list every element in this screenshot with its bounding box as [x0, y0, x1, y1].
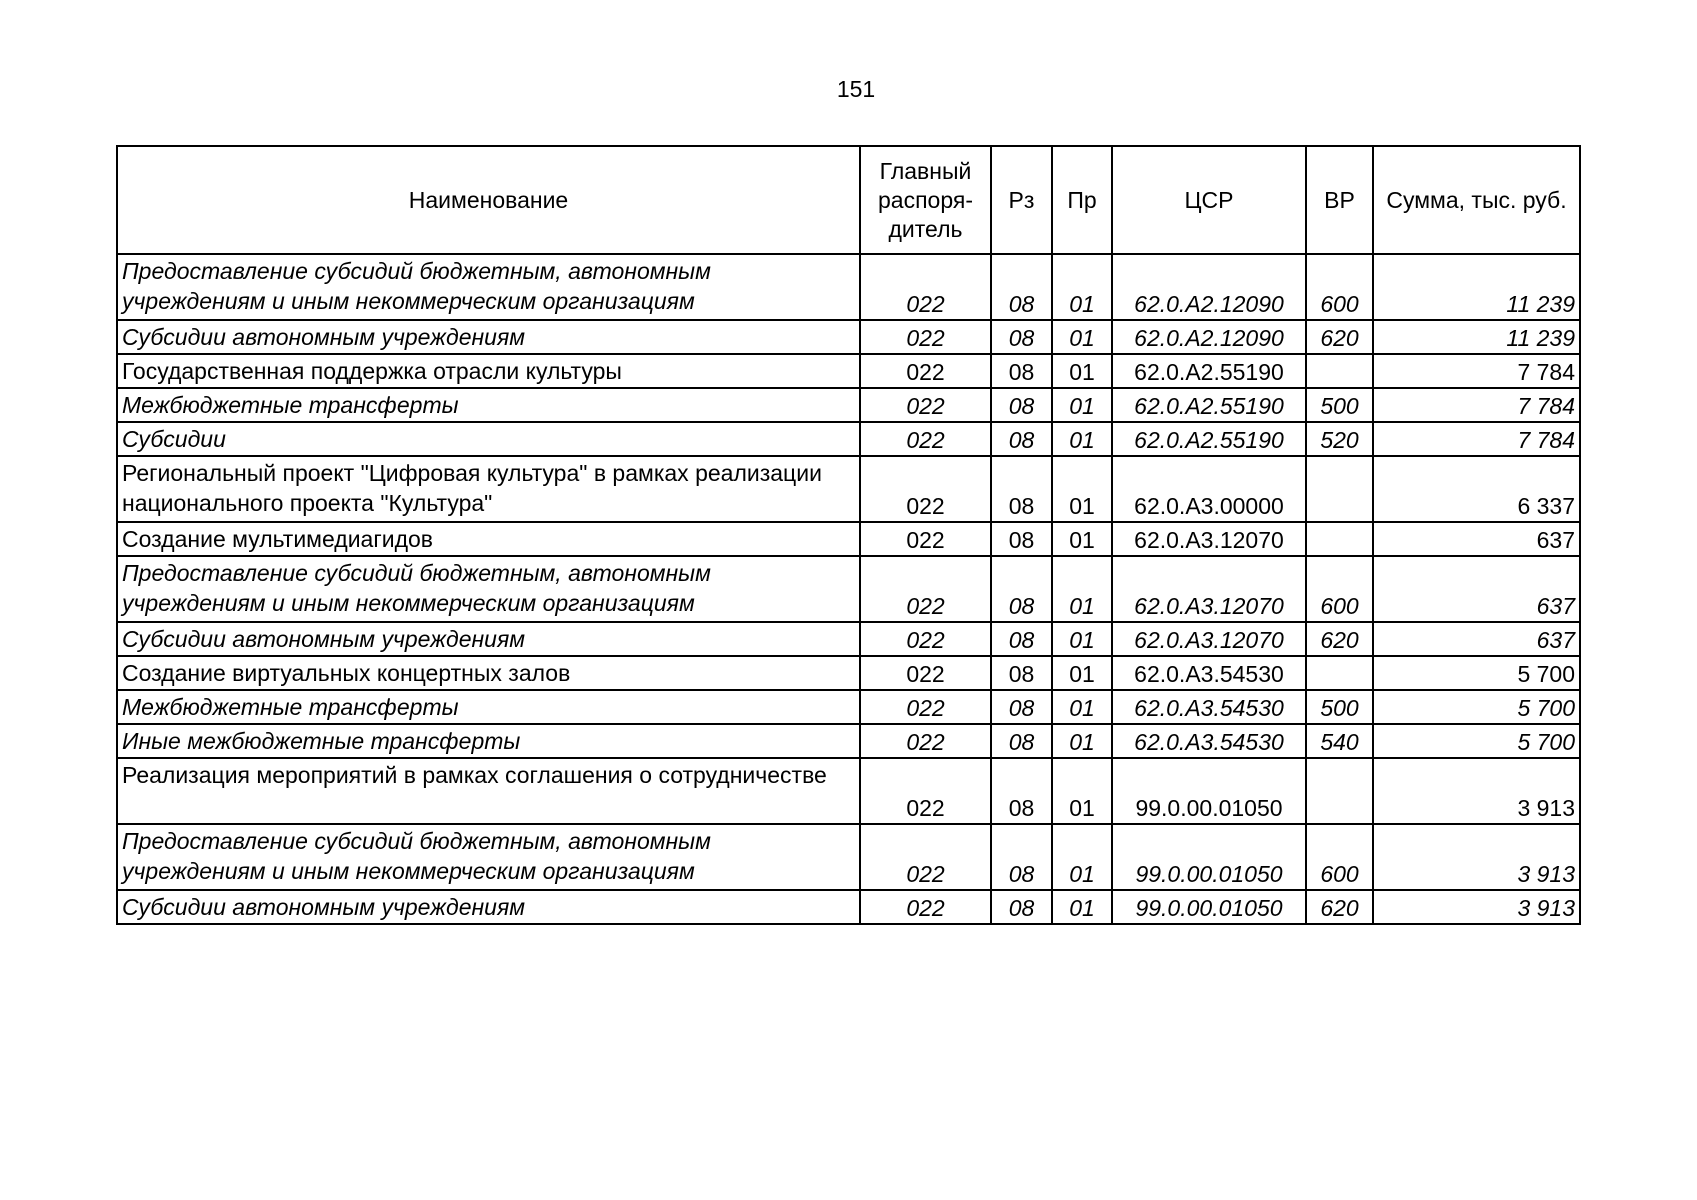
table-header-row — [117, 146, 1580, 254]
cell-section: 08 — [991, 522, 1052, 556]
cell-name: Предоставление субсидий бюджетным, автономным учреждениям и иным некоммерческим организациям — [117, 556, 860, 622]
page-number: 151 — [836, 76, 876, 102]
table-row — [117, 388, 1580, 422]
cell-amount: 3 913 — [1373, 758, 1580, 824]
cell-name: Иные межбюджетные трансферты — [117, 724, 860, 758]
cell-subsection: 01 — [1052, 758, 1112, 824]
cell-section: 08 — [991, 254, 1052, 320]
cell-amount: 7 784 — [1373, 422, 1580, 456]
cell-section: 08 — [991, 422, 1052, 456]
header-expense-type: ВР — [1306, 146, 1373, 254]
cell-target-article: 62.0.A3.12070 — [1112, 622, 1306, 656]
table-body — [117, 254, 1580, 924]
cell-expense-type: 500 — [1306, 690, 1373, 724]
cell-target-article: 62.0.A2.55190 — [1112, 354, 1306, 388]
cell-chief-manager: 022 — [860, 690, 991, 724]
cell-section: 08 — [991, 320, 1052, 354]
cell-expense-type: 500 — [1306, 388, 1373, 422]
cell-name: Создание виртуальных концертных залов — [117, 656, 860, 690]
cell-target-article: 62.0.A3.54530 — [1112, 656, 1306, 690]
cell-chief-manager: 022 — [860, 522, 991, 556]
table-row — [117, 556, 1580, 622]
table-row — [117, 622, 1580, 656]
cell-section: 08 — [991, 890, 1052, 924]
cell-amount: 11 239 — [1373, 254, 1580, 320]
cell-name: Субсидии автономным учреждениям — [117, 890, 860, 924]
cell-target-article: 62.0.A3.12070 — [1112, 522, 1306, 556]
cell-expense-type: 600 — [1306, 824, 1373, 890]
cell-name: Межбюджетные трансферты — [117, 388, 860, 422]
cell-subsection: 01 — [1052, 824, 1112, 890]
cell-chief-manager: 022 — [860, 724, 991, 758]
cell-section: 08 — [991, 690, 1052, 724]
cell-section: 08 — [991, 456, 1052, 522]
cell-chief-manager: 022 — [860, 354, 991, 388]
cell-chief-manager: 022 — [860, 254, 991, 320]
cell-amount: 637 — [1373, 522, 1580, 556]
cell-amount: 637 — [1373, 556, 1580, 622]
cell-name: Реализация мероприятий в рамках соглашения о сотрудничестве — [117, 758, 860, 824]
cell-amount: 637 — [1373, 622, 1580, 656]
cell-target-article: 62.0.A3.12070 — [1112, 556, 1306, 622]
cell-expense-type: 620 — [1306, 622, 1373, 656]
cell-target-article: 62.0.A2.12090 — [1112, 320, 1306, 354]
cell-target-article: 99.0.00.01050 — [1112, 758, 1306, 824]
cell-subsection: 01 — [1052, 456, 1112, 522]
cell-name: Создание мультимедиагидов — [117, 522, 860, 556]
cell-chief-manager: 022 — [860, 622, 991, 656]
cell-chief-manager: 022 — [860, 656, 991, 690]
cell-section: 08 — [991, 824, 1052, 890]
table-row — [117, 522, 1580, 556]
cell-name: Предоставление субсидий бюджетным, автономным учреждениям и иным некоммерческим организациям — [117, 254, 860, 320]
table-row — [117, 656, 1580, 690]
table-row — [117, 890, 1580, 924]
cell-amount: 3 913 — [1373, 890, 1580, 924]
cell-expense-type: 600 — [1306, 254, 1373, 320]
cell-section: 08 — [991, 758, 1052, 824]
cell-subsection: 01 — [1052, 388, 1112, 422]
cell-subsection: 01 — [1052, 656, 1112, 690]
cell-chief-manager: 022 — [860, 388, 991, 422]
cell-name: Предоставление субсидий бюджетным, автономным учреждениям и иным некоммерческим организациям — [117, 824, 860, 890]
cell-section: 08 — [991, 724, 1052, 758]
cell-name: Субсидии — [117, 422, 860, 456]
cell-subsection: 01 — [1052, 422, 1112, 456]
cell-chief-manager: 022 — [860, 422, 991, 456]
header-target-article: ЦСР — [1112, 146, 1306, 254]
cell-section: 08 — [991, 656, 1052, 690]
cell-amount: 3 913 — [1373, 824, 1580, 890]
cell-subsection: 01 — [1052, 254, 1112, 320]
cell-target-article: 99.0.00.01050 — [1112, 824, 1306, 890]
cell-amount: 11 239 — [1373, 320, 1580, 354]
table-row — [117, 254, 1580, 320]
cell-chief-manager: 022 — [860, 758, 991, 824]
cell-amount: 7 784 — [1373, 354, 1580, 388]
table-row — [117, 824, 1580, 890]
cell-subsection: 01 — [1052, 522, 1112, 556]
cell-subsection: 01 — [1052, 690, 1112, 724]
cell-target-article: 62.0.A3.00000 — [1112, 456, 1306, 522]
cell-expense-type: 620 — [1306, 890, 1373, 924]
cell-name: Субсидии автономным учреждениям — [117, 320, 860, 354]
cell-expense-type: 520 — [1306, 422, 1373, 456]
cell-target-article: 62.0.A2.55190 — [1112, 388, 1306, 422]
table-row — [117, 354, 1580, 388]
cell-subsection: 01 — [1052, 556, 1112, 622]
cell-subsection: 01 — [1052, 320, 1112, 354]
cell-expense-type — [1306, 758, 1373, 824]
table-row — [117, 422, 1580, 456]
cell-amount: 7 784 — [1373, 388, 1580, 422]
cell-target-article: 62.0.A3.54530 — [1112, 724, 1306, 758]
cell-chief-manager: 022 — [860, 556, 991, 622]
cell-name: Региональный проект "Цифровая культура" в рамках реализации национального проекта "Культура" — [117, 456, 860, 522]
cell-section: 08 — [991, 388, 1052, 422]
table-row — [117, 690, 1580, 724]
table-row — [117, 320, 1580, 354]
cell-expense-type: 620 — [1306, 320, 1373, 354]
cell-target-article: 62.0.A2.12090 — [1112, 254, 1306, 320]
cell-name: Субсидии автономным учреждениям — [117, 622, 860, 656]
cell-subsection: 01 — [1052, 724, 1112, 758]
cell-expense-type — [1306, 656, 1373, 690]
cell-amount: 5 700 — [1373, 690, 1580, 724]
budget-table — [116, 145, 1581, 925]
cell-expense-type: 540 — [1306, 724, 1373, 758]
cell-chief-manager: 022 — [860, 456, 991, 522]
table-row — [117, 456, 1580, 522]
cell-expense-type — [1306, 522, 1373, 556]
header-subsection: Пр — [1052, 146, 1112, 254]
header-chief-manager: Главный распоря-дитель — [860, 146, 991, 254]
cell-name: Межбюджетные трансферты — [117, 690, 860, 724]
cell-amount: 5 700 — [1373, 656, 1580, 690]
cell-expense-type — [1306, 354, 1373, 388]
cell-chief-manager: 022 — [860, 890, 991, 924]
header-amount: Сумма, тыс. руб. — [1373, 146, 1580, 254]
cell-chief-manager: 022 — [860, 320, 991, 354]
cell-amount: 5 700 — [1373, 724, 1580, 758]
header-section: Рз — [991, 146, 1052, 254]
cell-target-article: 62.0.A3.54530 — [1112, 690, 1306, 724]
cell-subsection: 01 — [1052, 890, 1112, 924]
table-row — [117, 724, 1580, 758]
cell-name: Государственная поддержка отрасли культуры — [117, 354, 860, 388]
cell-target-article: 99.0.00.01050 — [1112, 890, 1306, 924]
cell-amount: 6 337 — [1373, 456, 1580, 522]
header-name: Наименование — [117, 146, 860, 254]
cell-subsection: 01 — [1052, 622, 1112, 656]
table-row — [117, 758, 1580, 824]
cell-target-article: 62.0.A2.55190 — [1112, 422, 1306, 456]
cell-section: 08 — [991, 622, 1052, 656]
cell-expense-type: 600 — [1306, 556, 1373, 622]
cell-chief-manager: 022 — [860, 824, 991, 890]
cell-section: 08 — [991, 354, 1052, 388]
cell-subsection: 01 — [1052, 354, 1112, 388]
cell-section: 08 — [991, 556, 1052, 622]
cell-expense-type — [1306, 456, 1373, 522]
